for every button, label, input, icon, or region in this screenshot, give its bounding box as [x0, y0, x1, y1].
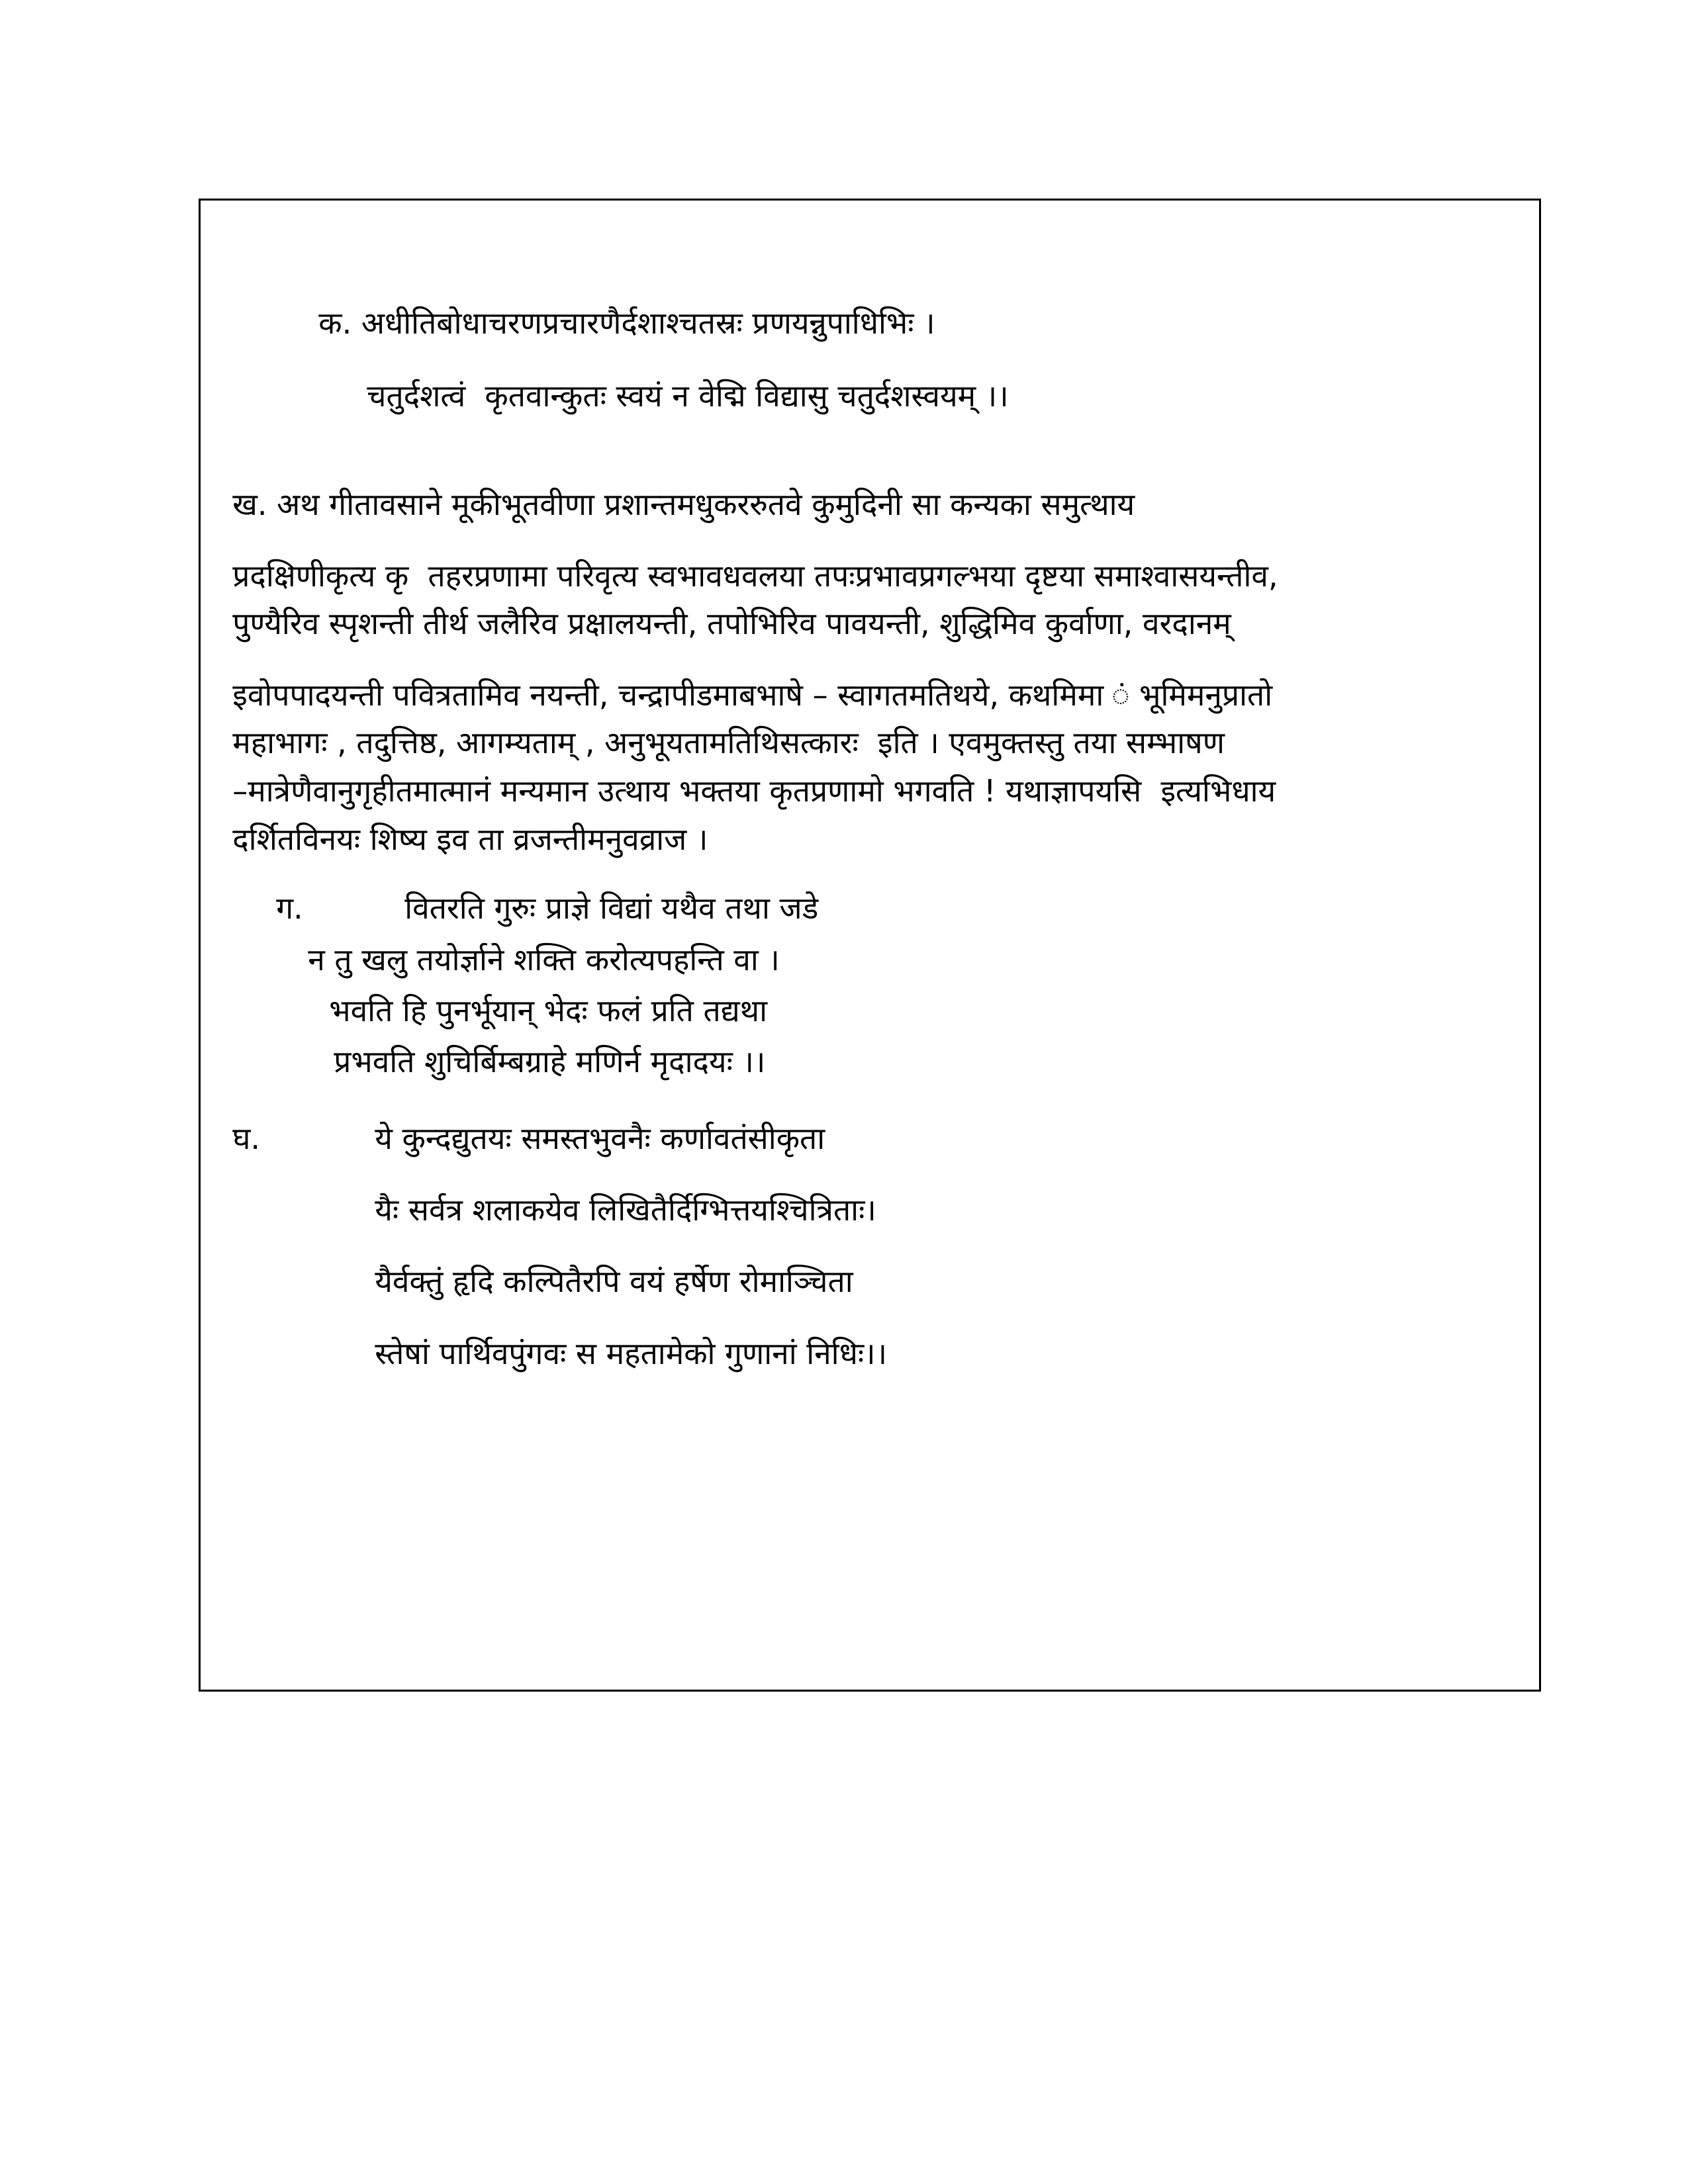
- verse-text: प्रभवति शुचिर्बिम्बग्राहे मणिर्न मृदादयः ।।: [334, 1044, 766, 1079]
- section-gha-line-2: [355, 1150, 876, 1230]
- section-kha-line-1: [213, 445, 1135, 524]
- verse-text: स्तेषां पार्थिवपुंगवः स महतामेको गुणानां निधिः।।: [375, 1336, 888, 1371]
- verse-text: यैः सर्वत्र शलाकयेव लिखितैर्दिग्भित्तयश्चित्रिताः।: [375, 1192, 876, 1228]
- verse-text: यैर्वक्तुं हृदि कल्पितैरपि वयं हर्षेण रोमाञ्चिता: [375, 1263, 853, 1299]
- section-ka-label: क.: [318, 305, 352, 341]
- section-gha-line-1: [355, 1079, 825, 1158]
- section-kha-label: ख.: [232, 486, 267, 522]
- section-kha-line-7: [213, 780, 708, 859]
- prose-text: पुण्यैरिव स्पृशन्ती तीर्थ जलैरिव प्रक्षालयन्ती, तपोभिरिव पावयन्ती, शुद्धिमिव कुर्वाणा, वरदानम्: [232, 606, 1231, 641]
- section-ga-label: ग.: [276, 890, 303, 926]
- section-ka-line-1: [299, 263, 935, 343]
- section-gha-label-line: [213, 1079, 260, 1158]
- prose-text: महाभागः , तदुत्तिष्ठ, आगम्यताम् , अनुभूयतामतिथिसत्कारः इति । एवमुक्तस्तु तया सम्भाषण: [232, 725, 1225, 760]
- prose-text: दर्शितविनयः शिष्य इव ता व्रजन्तीमनुवव्राज ।: [232, 821, 708, 857]
- verse-text: ये कुन्दद्युतयः समस्तभुवनैः कर्णावतंसीकृता: [375, 1120, 825, 1156]
- prose-text: इवोपपादयन्ती पवित्रतामिव नयन्ती, चन्द्रापीडमाबभाषे – स्वागतमतिथये, कथमिमा ं भूमिमनुप्रातो: [232, 677, 1273, 713]
- prose-text: –मात्रेणैवानुगृहीतमात्मानं मन्यमान उत्थाय भक्तया कृतप्रणामो भगवति ! यथाज्ञापयसि इत्यभिधाय: [232, 773, 1276, 809]
- section-gha-line-4: [355, 1294, 887, 1373]
- prose-text: प्रदक्षिणीकृत्य कृ तहरप्रणामा परिवृत्य स्वभावधवलया तपःप्रभावप्रगल्भया दृष्टया समाश्वासयन्तीव,: [232, 558, 1278, 594]
- verse-text: अधीतिबोधाचरणप्रचारणैर्दशाश्चतस्रः प्रणयन्नुपाधिभिः ।: [361, 305, 935, 341]
- section-gha-label: घ.: [232, 1120, 261, 1156]
- section-ka-line-2: [348, 336, 1009, 416]
- section-ga-line-4: [314, 1002, 765, 1081]
- verse-text: चतुर्दशत्वं कृतवान्कुतः स्वयं न वेद्मि विद्यासु चतुर्दशस्वयम् ।।: [367, 378, 1009, 414]
- verse-text: भवति हि पुनर्भूयान् भेदः फलं प्रति तद्यथा: [329, 993, 768, 1028]
- verse-text: वितरति गुरुः प्राज्ञे विद्यां यथैव तथा जडे: [404, 890, 819, 926]
- section-kha-line-3: [213, 564, 1231, 643]
- prose-text: अथ गीतावसाने मूकीभूतवीणा प्रशान्तमधुकररुतवे कुमुदिनी सा कन्यका समुत्थाय: [277, 486, 1135, 522]
- section-gha-line-3: [355, 1222, 853, 1301]
- verse-text: न तु खलु तयोर्ज्ञाने शक्ति करोत्यपहन्ति वा ।: [308, 942, 780, 978]
